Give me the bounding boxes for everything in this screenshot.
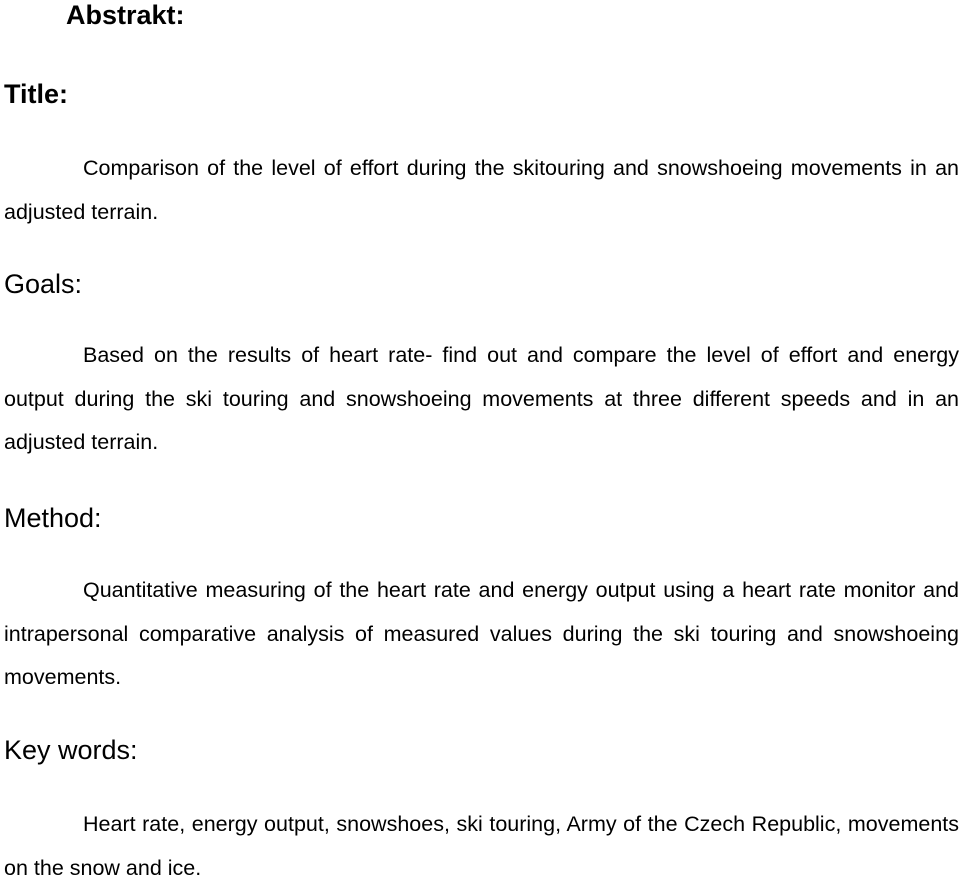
goals-paragraph: Based on the results of heart rate- find out and compare the level of effort and energy output during the ski touring and snowshoeing movements at three different speeds and in an adjusted terrain. [4,343,959,454]
keywords-paragraph: Heart rate, energy output, snowshoes, ski touring, Army of the Czech Republic, movements on the snow and ice. [4,812,959,880]
title-heading: Title: [4,79,69,109]
title-paragraph: Comparison of the level of effort during the skitouring and snowshoeing movements in an adjusted terrain. [4,156,959,224]
keywords-heading: Key words: [4,735,138,765]
abstract-header: Abstrakt: [66,0,185,30]
method-paragraph: Quantitative measuring of the heart rate and energy output using a heart rate monitor and intrapersonal comparative analysis of measured values during the ski touring and snowshoeing movements. [4,578,959,689]
goals-heading: Goals: [4,269,83,299]
method-heading: Method: [4,503,102,533]
